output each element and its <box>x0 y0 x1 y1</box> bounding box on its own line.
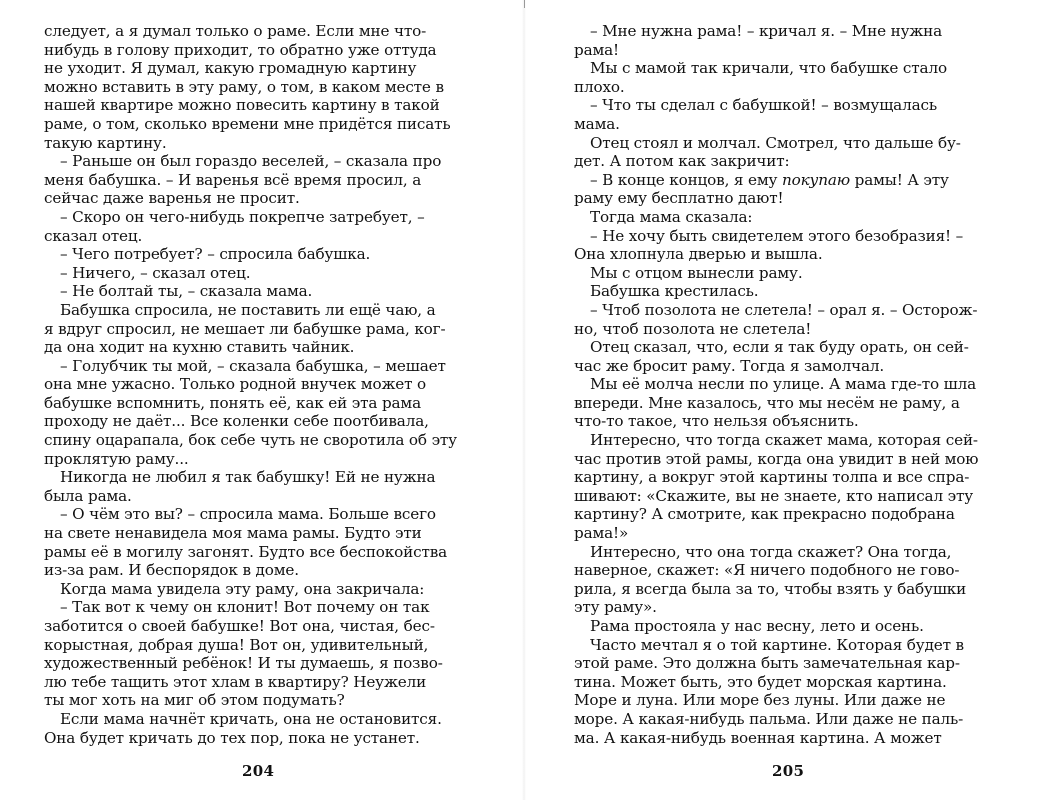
text-line <box>574 450 1008 469</box>
italic-emphasis: покупаю <box>782 170 850 189</box>
text-line-segment: – В конце концов, я ему <box>590 170 782 189</box>
text-line-segment: Отец стоял и молчал. Смотрел, что дальше бу- <box>590 133 961 152</box>
text-line-segment: Отец сказал, что, если я так буду орать, он сей- <box>590 338 969 357</box>
text-line-segment: рила, я всегда была за то, чтобы взять у бабушки <box>574 579 967 598</box>
text-line: сказал отец. <box>44 226 143 245</box>
text-line-segment: шивают: «Скажите, вы не знаете, кто написал эту <box>574 486 974 505</box>
text-line-segment: рамы! А эту <box>849 170 949 189</box>
text-line <box>574 468 1008 487</box>
text-line <box>574 431 1008 450</box>
text-line: – Скоро он чего-нибудь покрепче затребует, – <box>60 207 425 226</box>
text-line-segment: этой раме. Это должна быть замечательная кар- <box>574 654 960 673</box>
text-line <box>574 394 1008 413</box>
text-line: следует, а я думал только о раме. Если мне что- <box>44 22 427 40</box>
left-page-number: 204 <box>242 762 275 780</box>
text-line <box>574 115 1008 134</box>
text-line: Если мама начнёт кричать, она не остановится. <box>60 709 442 728</box>
text-line-segment: мама. <box>574 114 620 133</box>
text-line <box>574 654 1008 673</box>
text-line <box>574 710 1008 729</box>
text-line: корыстная, добрая душа! Вот он, удивительный, <box>44 635 429 654</box>
text-line <box>574 561 1008 580</box>
text-line: художественный ребёнок! И ты думаешь, я позво- <box>44 654 443 673</box>
text-line: нибудь в голову приходит, то обратно уже оттуда <box>44 40 437 59</box>
text-line: из-за рам. И беспорядок в доме. <box>44 561 299 580</box>
right-page-number: 205 <box>772 762 805 780</box>
text-line: на свете ненавидела моя мама рамы. Будто эти <box>44 524 422 543</box>
text-line-segment: что-то такое, что нельзя объяснить. <box>574 412 859 431</box>
text-line <box>574 617 1008 636</box>
text-line: да она ходит на кухню ставить чайник. <box>44 338 355 357</box>
text-line-segment: тина. Может быть, это будет морская картина. <box>574 672 947 691</box>
right-page <box>524 0 1048 800</box>
text-line <box>574 96 1008 115</box>
text-line: Когда мама увидела эту раму, она закричала: <box>60 579 425 598</box>
text-line <box>574 673 1008 692</box>
text-line-segment: Рама простояла у нас весну, лето и осень. <box>590 617 924 635</box>
text-line <box>574 22 1008 41</box>
text-line: – Раньше он был гораздо веселей, – сказала про <box>60 152 442 171</box>
text-line <box>574 152 1008 171</box>
text-line: рамы её в могилу загонят. Будто все беспокойства <box>44 542 448 561</box>
text-line-segment: Интересно, что она тогда скажет? Она тогда, <box>590 542 952 561</box>
text-line: проходу не даёт... Все коленки себе поотбивала, <box>44 412 429 431</box>
text-line-segment: – Не хочу быть свидетелем этого безобразия! – <box>590 226 964 245</box>
text-line: Бабушка спросила, не поставить ли ещё чаю, а <box>60 300 436 319</box>
text-line <box>574 245 1008 264</box>
text-line-segment: наверное, скажет: «Я ничего подобного не гово- <box>574 561 960 580</box>
text-line-segment: Мы с отцом вынесли раму. <box>590 263 803 282</box>
text-line-segment: рама! <box>574 40 619 59</box>
text-line <box>574 171 1008 190</box>
text-line-segment: Мы её молча несли по улице. А мама где-то шла <box>590 375 976 394</box>
text-line: можно вставить в эту раму, о том, в каком месте в <box>44 77 444 96</box>
text-line <box>574 543 1008 562</box>
text-line: бабушке вспомнить, понять её, как ей эта рама <box>44 393 422 412</box>
text-line: ты мог хоть на миг об этом подумать? <box>44 691 345 710</box>
text-line: Никогда не любил я так бабушку! Ей не нужна <box>60 468 436 487</box>
text-line <box>574 282 1008 301</box>
text-line <box>574 134 1008 153</box>
text-line-segment: – Чтоб позолота не слетела! – орал я. – Осторож- <box>590 300 978 319</box>
text-line: такую картину. <box>44 133 167 152</box>
text-line-segment: но, чтоб позолота не слетела! <box>574 319 812 338</box>
text-line-segment: – Что ты сделал с бабушкой! – возмущалась <box>590 96 937 115</box>
text-line <box>574 524 1008 543</box>
text-line: – Не болтай ты, – сказала мама. <box>60 282 313 301</box>
text-line <box>574 375 1008 394</box>
text-line <box>574 189 1008 208</box>
text-line-segment: час же бросит раму. Тогда я замолчал. <box>574 356 885 375</box>
text-line: раме, о том, сколько времени мне придётся писать <box>44 114 451 133</box>
right-page-text <box>574 22 1008 747</box>
text-line: Она будет кричать до тех пор, пока не устанет. <box>44 728 420 747</box>
text-line: заботится о своей бабушке! Вот она, чистая, бес- <box>44 617 435 635</box>
text-line-segment: эту раму». <box>574 598 657 617</box>
text-line <box>574 338 1008 357</box>
text-line-segment: час против этой рамы, когда она увидит в ней мою <box>574 449 979 468</box>
text-line: – О чём это вы? – спросила мама. Больше всего <box>60 505 436 524</box>
text-line <box>574 78 1008 97</box>
text-line <box>574 636 1008 655</box>
text-line <box>574 227 1008 246</box>
text-line <box>574 580 1008 599</box>
text-line-segment: впереди. Мне казалось, что мы несём не раму, а <box>574 393 960 412</box>
text-line <box>574 264 1008 283</box>
text-line-segment: Интересно, что тогда скажет мама, которая сей- <box>590 431 978 450</box>
text-line <box>574 598 1008 617</box>
text-line <box>574 301 1008 320</box>
text-line: лю тебе тащить этот хлам в квартиру? Неужели <box>44 672 427 691</box>
text-line: меня бабушка. – И варенья всё время просил, а <box>44 170 422 189</box>
text-line <box>574 208 1008 227</box>
text-line: не уходит. Я думал, какую громадную картину <box>44 59 417 78</box>
text-line-segment: Море и луна. Или море без луны. Или даже не <box>574 691 946 710</box>
text-line: – Чего потребует? – спросила бабушка. <box>60 245 371 264</box>
text-line: проклятую раму... <box>44 449 189 468</box>
text-line <box>574 357 1008 376</box>
text-line-segment: плохо. <box>574 77 625 96</box>
text-line: нашей квартире можно повесить картину в такой <box>44 96 440 115</box>
text-line: была рама. <box>44 486 132 505</box>
text-line-segment: картину, а вокруг этой картины толпа и все спра- <box>574 468 970 487</box>
text-line-segment: Мы с мамой так кричали, что бабушке стало <box>590 59 947 78</box>
text-line-segment: ма. А какая-нибудь военная картина. А может <box>574 728 942 747</box>
text-line <box>574 412 1008 431</box>
text-line-segment: – Мне нужна рама! – кричал я. – Мне нужна <box>590 22 943 40</box>
text-line <box>574 320 1008 339</box>
text-line-segment: Бабушка крестилась. <box>590 282 759 301</box>
text-line: спину оцарапала, бок себе чуть не своротила об эту <box>44 431 457 450</box>
text-line: – Так вот к чему он клонит! Вот почему он так <box>60 598 430 617</box>
text-line-segment: картину? А смотрите, как прекрасно подобрана <box>574 505 955 524</box>
text-line-segment: море. А какая-нибудь пальма. Или даже не паль- <box>574 709 964 728</box>
text-line: сейчас даже варенья не просит. <box>44 189 300 208</box>
text-line-segment: дет. А потом как закричит: <box>574 152 790 171</box>
text-line-segment: раму ему бесплатно дают! <box>574 189 784 208</box>
text-line: – Ничего, – сказал отец. <box>60 263 251 282</box>
text-line: – Голубчик ты мой, – сказала бабушка, – мешает <box>60 356 446 375</box>
text-line <box>574 505 1008 524</box>
text-line <box>574 487 1008 506</box>
text-line-segment: рама!» <box>574 524 629 543</box>
text-line <box>574 41 1008 60</box>
text-line <box>574 691 1008 710</box>
text-line-segment: Часто мечтал я о той картине. Которая будет в <box>590 635 964 654</box>
text-line: я вдруг спросил, не мешает ли бабушке рама, ког- <box>44 319 446 338</box>
text-line <box>574 729 1008 748</box>
text-line-segment: Тогда мама сказала: <box>590 207 753 226</box>
text-line-segment: Она хлопнула дверью и вышла. <box>574 245 823 264</box>
left-page-text <box>44 22 476 747</box>
text-line: она мне ужасно. Только родной внучек может о <box>44 375 427 394</box>
text-line <box>574 59 1008 78</box>
